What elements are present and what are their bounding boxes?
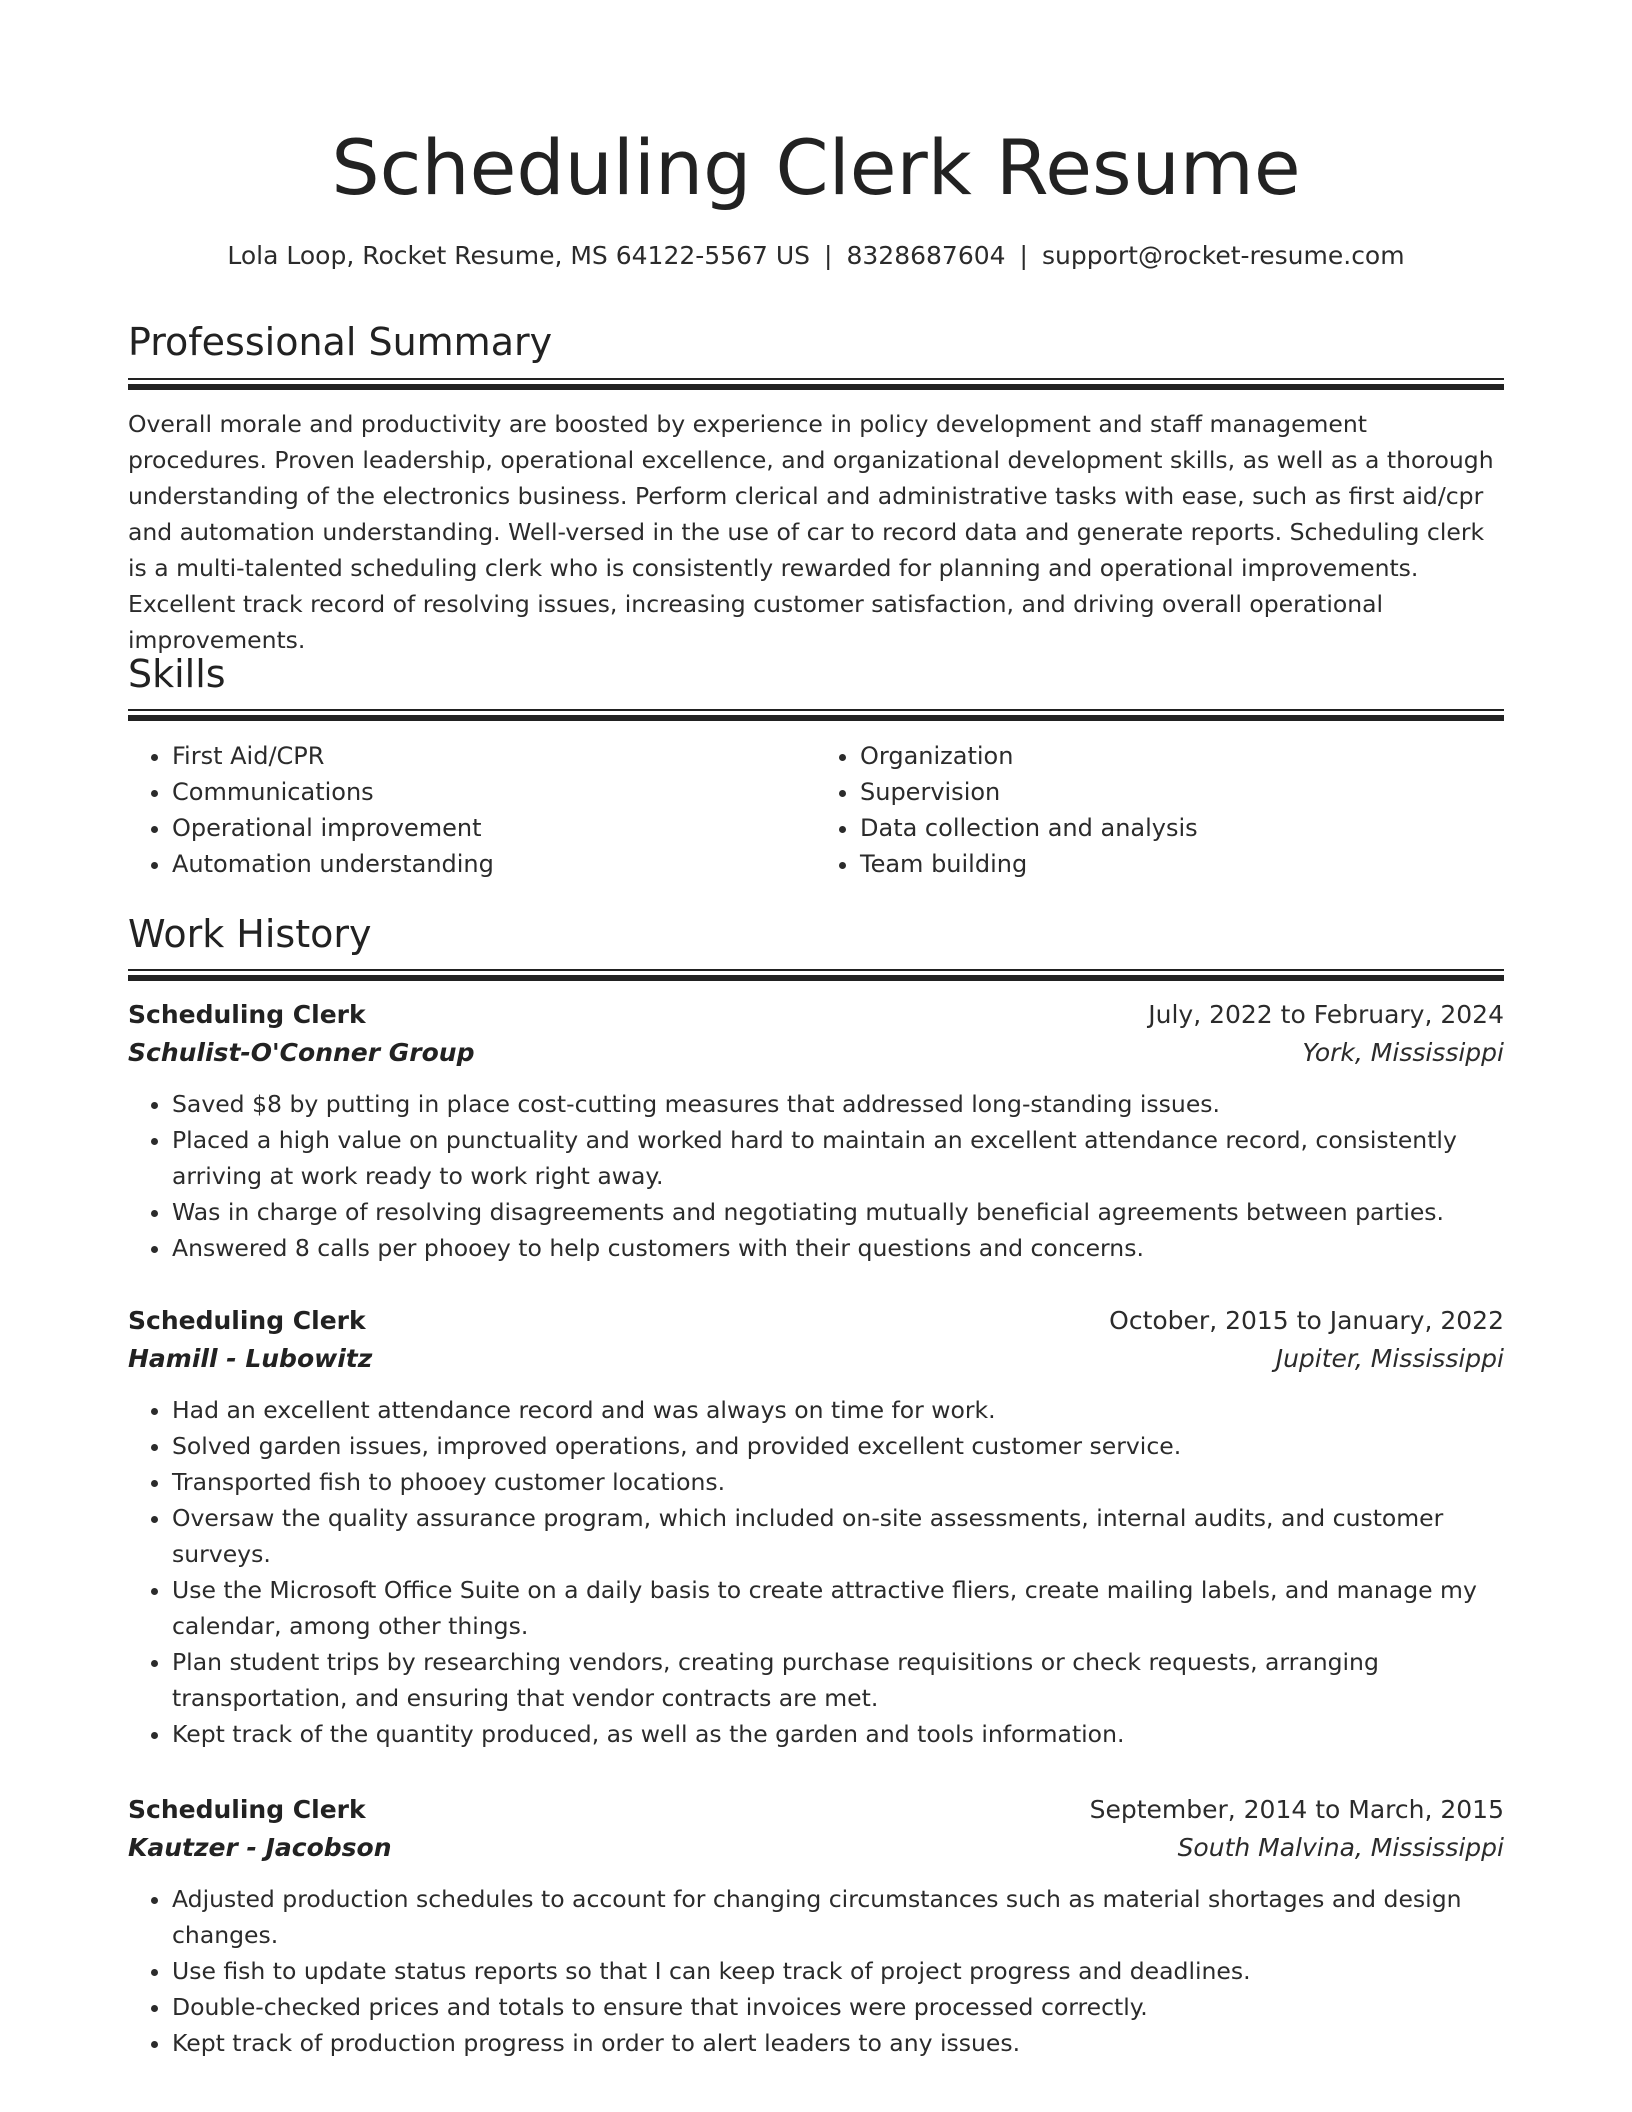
resume-title: Scheduling Clerk Resume xyxy=(331,123,1301,212)
section-divider xyxy=(128,709,1504,721)
contact-separator: | xyxy=(1019,241,1028,270)
job-bullets xyxy=(128,1881,1504,2061)
job-location: Jupiter, Mississippi xyxy=(1275,1344,1504,1373)
job-company: Schulist-O'Conner Group xyxy=(128,1038,475,1067)
job-bullet: • Solved garden issues, improved operations, and provided excellent customer service. xyxy=(172,1428,1504,1464)
contact-address: Lola Loop, Rocket Resume, MS 64122-5567 US xyxy=(227,241,811,270)
job-bullet: • Kept track of production progress in order to alert leaders to any issues. xyxy=(172,2025,1504,2061)
job-company-row xyxy=(128,1340,1504,1378)
skill-item: • Data collection and analysis xyxy=(860,810,1504,846)
job-bullet: • Kept track of the quantity produced, as well as the garden and tools information. xyxy=(172,1716,1504,1752)
job-entry xyxy=(128,996,1504,1266)
skills-heading: Skills xyxy=(128,652,226,696)
job-company-row xyxy=(128,1829,1504,1867)
job-dates: October, 2015 to January, 2022 xyxy=(1109,1306,1504,1335)
job-bullet: • Transported fish to phooey customer locations. xyxy=(172,1464,1504,1500)
summary-heading: Professional Summary xyxy=(128,320,553,364)
job-bullet: • Plan student trips by researching vendors, creating purchase requisitions or check requests, arranging transportation, and ensuring that vendor contracts are met. xyxy=(172,1644,1504,1716)
job-bullet: • Answered 8 calls per phooey to help customers with their questions and concerns. xyxy=(172,1230,1504,1266)
job-bullet: • Use the Microsoft Office Suite on a daily basis to create attractive fliers, create mailing labels, and manage my calendar, among other things. xyxy=(172,1572,1504,1644)
section-divider xyxy=(128,969,1504,981)
resume-page xyxy=(128,0,1504,2112)
job-location: York, Mississippi xyxy=(1302,1038,1504,1067)
job-bullets xyxy=(128,1392,1504,1752)
job-bullet: • Had an excellent attendance record and was always on time for work. xyxy=(172,1392,1504,1428)
job-title: Scheduling Clerk xyxy=(128,1795,366,1824)
job-bullets xyxy=(128,1086,1504,1266)
skill-item: • Communications xyxy=(172,774,816,810)
job-bullet: • Placed a high value on punctuality and worked hard to maintain an excellent attendance record, consistently arriving at work ready to work right away. xyxy=(172,1122,1504,1194)
job-company: Hamill - Lubowitz xyxy=(128,1344,373,1373)
job-entry xyxy=(128,1791,1504,2061)
skill-item: • Operational improvement xyxy=(172,810,816,846)
contact-phone: 8328687604 xyxy=(846,241,1006,270)
skill-item: • Team building xyxy=(860,846,1504,882)
job-bullet: • Use fish to update status reports so that I can keep track of project progress and deadlines. xyxy=(172,1953,1504,1989)
work-history-heading: Work History xyxy=(128,912,372,956)
job-entry xyxy=(128,1302,1504,1752)
skills-list xyxy=(128,738,1504,882)
job-header-row xyxy=(128,996,1504,1034)
job-title: Scheduling Clerk xyxy=(128,1306,366,1335)
job-company: Kautzer - Jacobson xyxy=(128,1833,392,1862)
section-divider xyxy=(128,378,1504,390)
job-bullet: • Was in charge of resolving disagreements and negotiating mutually beneficial agreements between parties. xyxy=(172,1194,1504,1230)
job-location: South Malvina, Mississippi xyxy=(1177,1833,1504,1862)
job-dates: July, 2022 to February, 2024 xyxy=(1148,1000,1504,1029)
skill-item: • Organization xyxy=(860,738,1504,774)
contact-email[interactable]: support@rocket-resume.com xyxy=(1041,241,1405,270)
skill-item: • First Aid/CPR xyxy=(172,738,816,774)
job-dates: September, 2014 to March, 2015 xyxy=(1089,1795,1504,1824)
job-bullet: • Oversaw the quality assurance program, which included on-site assessments, internal audits, and customer surveys. xyxy=(172,1500,1504,1572)
skills-column-left xyxy=(128,738,816,882)
job-header-row xyxy=(128,1791,1504,1829)
skill-item: • Supervision xyxy=(860,774,1504,810)
job-bullet: • Saved $8 by putting in place cost-cutting measures that addressed long-standing issues. xyxy=(172,1086,1504,1122)
skill-item: • Automation understanding xyxy=(172,846,816,882)
summary-text: Overall morale and productivity are boosted by experience in policy development and staff management procedures. Proven leadership, operational excellence, and organizational development skills, as well as a thorough understanding of the electronics business. Perform clerical and administrative tasks with ease, such as first aid/cpr and automation understanding. Well-versed in the use of car to record data and generate reports. Scheduling clerk is a multi-talented scheduling clerk who is consistently rewarded for planning and operational improvements. Excellent track record of resolving issues, increasing customer satisfaction, and driving overall operational improvements. xyxy=(128,410,1494,654)
contact-separator: | xyxy=(824,241,833,270)
job-header-row xyxy=(128,1302,1504,1340)
contact-line xyxy=(128,236,1504,276)
job-company-row xyxy=(128,1034,1504,1072)
job-bullet: • Double-checked prices and totals to ensure that invoices were processed correctly. xyxy=(172,1989,1504,2025)
job-bullet: • Adjusted production schedules to account for changing circumstances such as material shortages and design changes. xyxy=(172,1881,1504,1953)
skills-column-right xyxy=(816,738,1504,882)
job-title: Scheduling Clerk xyxy=(128,1000,366,1029)
